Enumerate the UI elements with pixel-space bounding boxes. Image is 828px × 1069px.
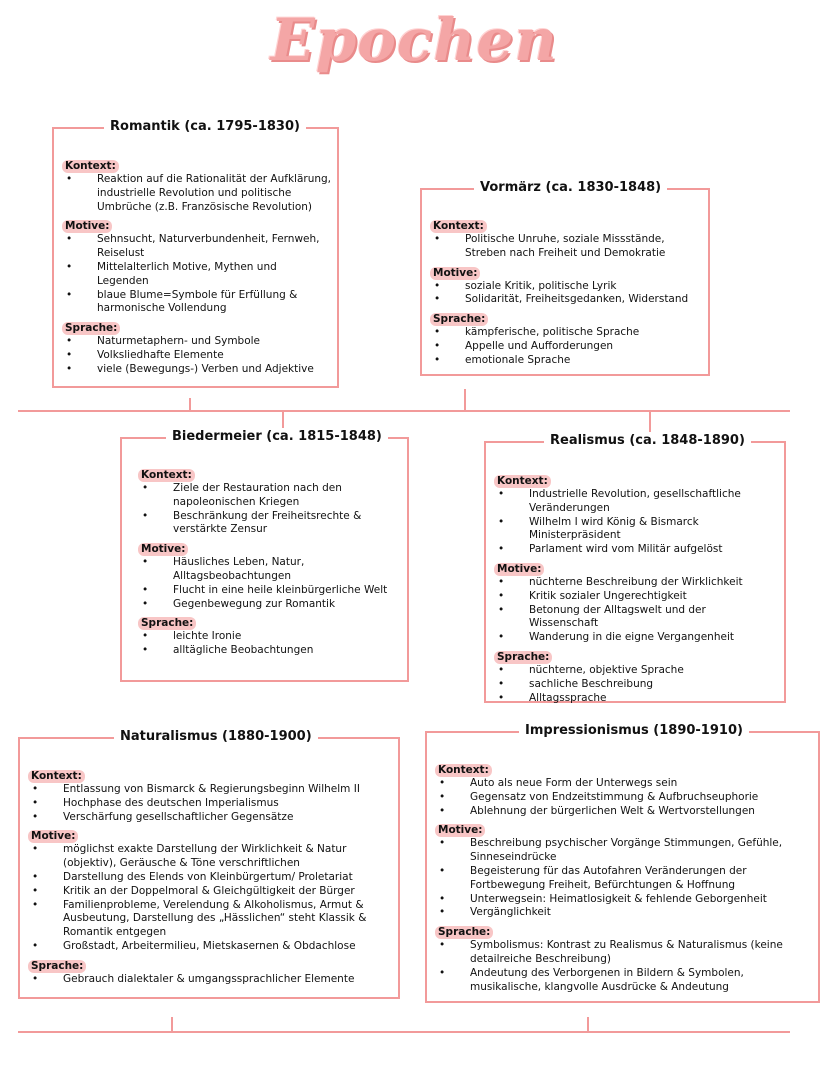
list-item: • Kritik an der Doppelmoral & Gleichgültigkeit der Bürger (30, 885, 392, 899)
section-label-motive: Motive: (138, 543, 188, 556)
epoch-title: Romantik (ca. 1795-1830) (104, 118, 306, 136)
section-label-kontext: Kontext: (62, 160, 119, 173)
section-label-kontext: Kontext: (494, 475, 551, 488)
list-item: • blaue Blume=Symbole für Erfüllung & harmonische Vollendung (64, 289, 331, 317)
list-item: • Gegensatz von Endzeitstimmung & Aufbruchseuphorie (437, 791, 812, 805)
list-item: • Politische Unruhe, soziale Missstände, Streben nach Freiheit und Demokratie (432, 233, 702, 261)
list-item: • Entlassung von Bismarck & Regierungsbeginn Wilhelm II (30, 783, 392, 797)
list-item: • viele (Bewegungs-) Verben und Adjektive (64, 363, 331, 377)
list-item: • Solidarität, Freiheitsgedanken, Widerstand (432, 293, 702, 307)
sprache-list (64, 335, 331, 376)
list-item: • Ziele der Restauration nach den napoleonischen Kriegen (140, 482, 401, 510)
list-item: • Alltagssprache (496, 692, 778, 706)
section-label-kontext: Kontext: (138, 469, 195, 482)
list-item: • Reaktion auf die Rationalität der Aufklärung, industrielle Revolution und politische Umbrüche (z.B. Französische Revolution) (64, 173, 331, 214)
list-item: • Gebrauch dialektaler & umgangssprachlicher Elemente (30, 973, 392, 987)
section-label-motive: Motive: (62, 220, 112, 233)
list-item: • möglichst exakte Darstellung der Wirklichkeit & Natur (objektiv), Geräusche & Töne verschriftlichen (30, 843, 392, 871)
list-item: • Verschärfung gesellschaftlicher Gegensätze (30, 811, 392, 825)
list-item: • nüchterne, objektive Sprache (496, 664, 778, 678)
list-item: • nüchterne Beschreibung der Wirklichkeit (496, 576, 778, 590)
list-item: • Gegenbewegung zur Romantik (140, 598, 401, 612)
epoch-card-realismus (484, 433, 786, 704)
list-item: • Betonung der Alltagswelt und der Wissenschaft (496, 604, 778, 632)
section-label-sprache: Sprache: (435, 926, 493, 939)
section-label-sprache: Sprache: (494, 651, 552, 664)
list-item: • emotionale Sprache (432, 354, 702, 368)
page-title: Epochen (270, 6, 558, 74)
list-item: • Begeisterung für das Autofahren Veränderungen der Fortbewegung Freiheit, Befürchtungen & Hoffnung (437, 865, 812, 893)
timeline-2 (18, 1031, 790, 1033)
list-item: • Häusliches Leben, Natur, Alltagsbeobachtungen (140, 556, 401, 584)
section-label-motive: Motive: (430, 267, 480, 280)
section-label-kontext: Kontext: (430, 220, 487, 233)
epoch-card-biedermeier (120, 429, 409, 682)
motive-list (64, 233, 331, 316)
list-item: • Volksliedhafte Elemente (64, 349, 331, 363)
section-label-kontext: Kontext: (28, 770, 85, 783)
connector (464, 389, 466, 410)
epoch-card-impressionismus (425, 723, 820, 1003)
list-item: • Naturmetaphern- und Symbole (64, 335, 331, 349)
list-item: • Wilhelm I wird König & Bismarck Ministerpräsident (496, 516, 778, 544)
epoch-card-romantik (52, 119, 339, 388)
section-label-sprache: Sprache: (62, 322, 120, 335)
section-label-motive: Motive: (494, 563, 544, 576)
section-label-motive: Motive: (28, 830, 78, 843)
kontext-list (64, 173, 331, 214)
list-item: • Unterwegsein: Heimatlosigkeit & fehlende Geborgenheit (437, 893, 812, 907)
list-item: • Großstadt, Arbeitermilieu, Mietskasernen & Obdachlose (30, 940, 392, 954)
epoch-card-vormaerz (420, 180, 710, 376)
list-item: • Andeutung des Verborgenen in Bildern & Symbolen, musikalische, klangvolle Ausdrücke & Andeutung (437, 967, 812, 995)
list-item: • Ablehnung der bürgerlichen Welt & Wertvorstellungen (437, 805, 812, 819)
section-label-kontext: Kontext: (435, 764, 492, 777)
epoch-title: Vormärz (ca. 1830-1848) (474, 179, 667, 197)
list-item: • sachliche Beschreibung (496, 678, 778, 692)
epoch-title: Biedermeier (ca. 1815-1848) (166, 428, 388, 446)
list-item: • Symbolismus: Kontrast zu Realismus & Naturalismus (keine detailreiche Beschreibung) (437, 939, 812, 967)
epoch-title: Impressionismus (1890-1910) (519, 722, 749, 740)
list-item: • Beschränkung der Freiheitsrechte & verstärkte Zensur (140, 510, 401, 538)
list-item: • Familienprobleme, Verelendung & Alkoholismus, Armut & Ausbeutung, Darstellung des „Hässlichen“ steht Klassik & Romantik entgegen (30, 899, 392, 940)
list-item: • Wanderung in die eigne Vergangenheit (496, 631, 778, 645)
connector (171, 1017, 173, 1031)
list-item: • Hochphase des deutschen Imperialismus (30, 797, 392, 811)
list-item: • Industrielle Revolution, gesellschaftliche Veränderungen (496, 488, 778, 516)
connector (587, 1017, 589, 1031)
section-label-sprache: Sprache: (430, 313, 488, 326)
list-item: • Beschreibung psychischer Vorgänge Stimmungen, Gefühle, Sinneseindrücke (437, 837, 812, 865)
list-item: • soziale Kritik, politische Lyrik (432, 280, 702, 294)
section-label-motive: Motive: (435, 824, 485, 837)
epoch-title: Realismus (ca. 1848-1890) (544, 432, 751, 450)
timeline-1 (18, 410, 790, 412)
list-item: • alltägliche Beobachtungen (140, 644, 401, 658)
list-item: • Flucht in eine heile kleinbürgerliche Welt (140, 584, 401, 598)
list-item: • Vergänglichkeit (437, 906, 812, 920)
list-item: • Darstellung des Elends von Kleinbürgertum/ Proletariat (30, 871, 392, 885)
list-item: • leichte Ironie (140, 630, 401, 644)
connector (189, 398, 191, 410)
list-item: • Appelle und Aufforderungen (432, 340, 702, 354)
epoch-card-naturalismus (18, 729, 400, 999)
list-item: • Mittelalterlich Motive, Mythen und Legenden (64, 261, 331, 289)
epoch-title: Naturalismus (1880-1900) (114, 728, 318, 746)
list-item: • Parlament wird vom Militär aufgelöst (496, 543, 778, 557)
list-item: • kämpferische, politische Sprache (432, 326, 702, 340)
section-label-sprache: Sprache: (138, 617, 196, 630)
list-item: • Sehnsucht, Naturverbundenheit, Fernweh, Reiselust (64, 233, 331, 261)
section-label-sprache: Sprache: (28, 960, 86, 973)
list-item: • Auto als neue Form der Unterwegs sein (437, 777, 812, 791)
list-item: • Kritik sozialer Ungerechtigkeit (496, 590, 778, 604)
